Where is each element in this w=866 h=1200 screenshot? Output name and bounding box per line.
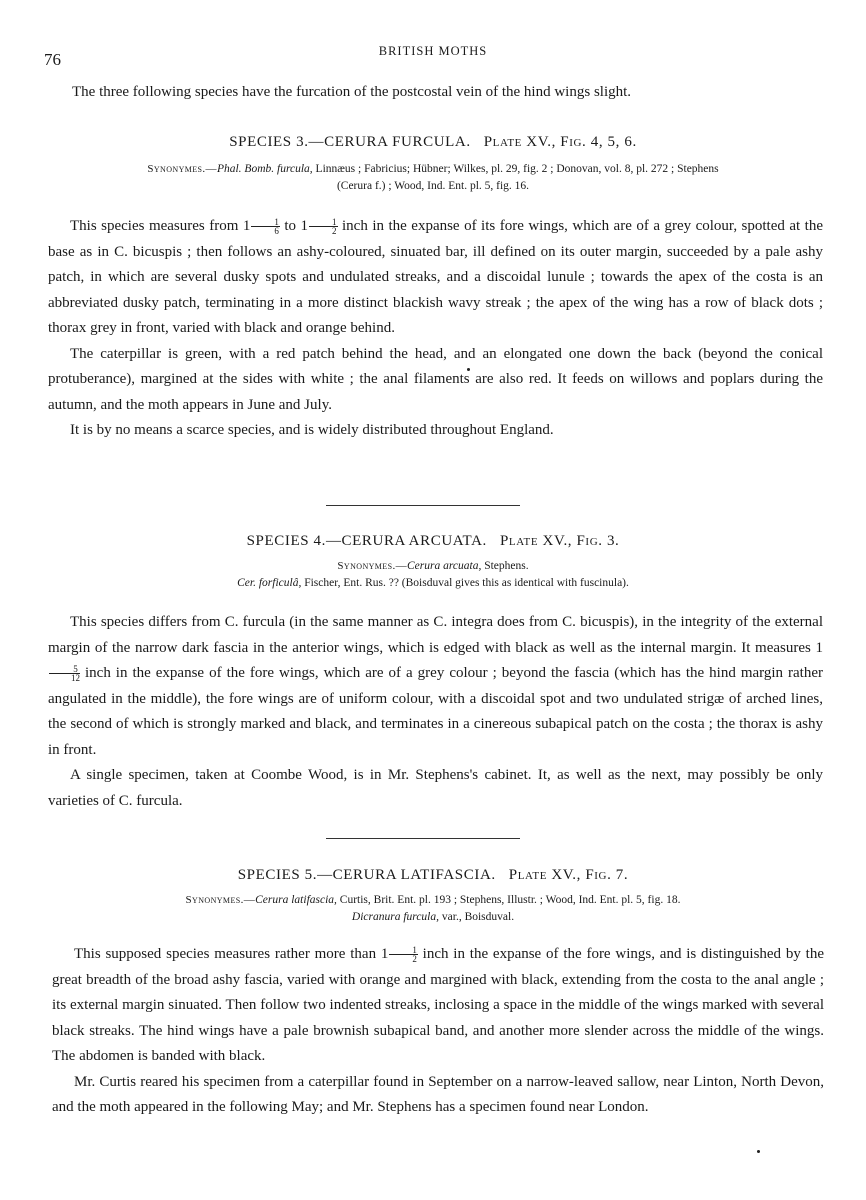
species-4-plate: Plate XV., Fig. 3. — [499, 533, 620, 549]
section-divider — [326, 505, 520, 506]
fraction-denominator: 2 — [412, 954, 417, 965]
species-5-heading — [0, 867, 866, 884]
text-run: inch in the expanse of the fore wings, and is distinguished by the great breadth of the broad ashy fascia, varied with orange and margined with black, extending from the costa to the anal angle ; its external margin sinuated. Then follow two indented streaks, inclosing a space in the middle of the wings marked with several black streaks. The hind wings have a pale brownish subapical band, and another more slender across the middle of the wings. The abdomen is banded with black. — [52, 946, 824, 1064]
species-3-plate: Plate XV., Fig. 4, 5, 6. — [483, 134, 637, 150]
fraction-denominator: 6 — [274, 226, 279, 237]
synonym-text: Stephens. — [484, 560, 529, 572]
synonyms-label: Synonymes.— — [147, 163, 217, 175]
synonyms-label: Synonymes.— — [185, 894, 256, 906]
synonym-text-2: var., Boisduval. — [441, 911, 515, 923]
fraction — [309, 218, 338, 235]
species-3-body — [48, 214, 823, 444]
synonym-text-2: Fischer, Ent. Rus. ?? (Boisduval gives this as identical with fuscinula). — [304, 577, 629, 589]
species-5-section — [0, 867, 866, 1115]
species-3-title: SPECIES 3.—CERURA FURCULA. — [229, 134, 471, 150]
fraction — [49, 665, 80, 682]
fraction-numerator: 1 — [251, 218, 280, 227]
running-head: BRITISH MOTHS — [378, 44, 488, 58]
species-4-heading — [0, 533, 866, 550]
fraction-numerator: 1 — [309, 218, 338, 227]
intro-line: The three following species have the furcation of the postcostal vein of the hind wings slight. — [72, 84, 632, 100]
synonym-italic: Phal. Bomb. furcula, — [216, 163, 313, 175]
text-run: This species measures from 1 — [70, 218, 251, 234]
species-5-title: SPECIES 5.—CERURA LATIFASCIA. — [237, 867, 496, 883]
fraction-numerator: 1 — [389, 946, 418, 955]
synonym-text: Curtis, Brit. Ent. pl. 193 ; Stephens, Illustr. ; Wood, Ind. Ent. pl. 5, fig. 18. — [339, 894, 681, 906]
text-run: inch in the expanse of its fore wings, which are of a grey colour, spotted at the base as in C. bicuspis ; then follows an ashy-coloured, sinuated bar, ill defined on its outer margin, succeeded by a pale ashy patch, in which are several dusky spots and undulated streaks, and a discoidal lunule ; towards the apex of the costa is an abbreviated dusky patch, terminating in a more distinct blackish wavy streak ; the apex of the wing has a row of black dots ; thorax grey in front, varied with black and orange behind. — [48, 218, 823, 336]
synonym-text: Linnæus ; Fabricius; Hübner; Wilkes, pl. 29, fig. 2 ; Donovan, vol. 8, pl. 272 ; Stephens — [315, 163, 719, 175]
fraction-numerator: 5 — [49, 665, 80, 674]
synonym-italic: Cerura arcuata, — [407, 560, 482, 572]
species-5-body — [52, 942, 824, 1121]
synonym-italic: Cerura latifascia, — [255, 894, 337, 906]
section-divider — [326, 838, 520, 839]
synonym-italic-2: Dicranura furcula, — [351, 911, 440, 923]
synonym-text-2: (Cerura f.) ; Wood, Ind. Ent. pl. 5, fig. 16. — [336, 180, 530, 192]
species-4-paragraph-1 — [48, 610, 823, 763]
species-3-paragraph-3: It is by no means a scarce species, and is widely distributed throughout England. — [70, 422, 554, 438]
species-3-synonyms — [73, 161, 793, 195]
fraction-denominator: 2 — [332, 226, 337, 237]
species-5-paragraph-1 — [52, 942, 824, 1070]
species-3-paragraph-2: The caterpillar is green, with a red patch behind the head, and an elongated one down the back (beyond the conical protuberance), margined at the sides with white ; the anal filaments are also red. It feeds on willows and poplars during the autumn, and the moth appears in June and July. — [48, 345, 823, 413]
species-4-section — [0, 533, 866, 809]
synonyms-label: Synonymes.— — [337, 560, 407, 572]
species-4-paragraph-2: A single specimen, taken at Coombe Wood, is in Mr. Stephens's cabinet. It, as well as the next, may possibly be only varieties of C. furcula. — [48, 767, 823, 809]
species-4-synonyms — [73, 558, 793, 592]
print-speck — [757, 1150, 760, 1153]
fraction-denominator: 12 — [71, 673, 80, 684]
synonym-italic-2: Cer. forficulâ, — [237, 577, 302, 589]
fraction — [251, 218, 280, 235]
text-run: This supposed species measures rather more than 1 — [74, 946, 389, 962]
text-run: to 1 — [279, 218, 309, 234]
species-5-paragraph-2: Mr. Curtis reared his specimen from a caterpillar found in September on a narrow-leaved sallow, near Linton, North Devon, and the moth appeared in the following May; and Mr. Stephens has a specimen found near London. — [52, 1073, 824, 1115]
species-4-title: SPECIES 4.—CERURA ARCUATA. — [246, 533, 487, 549]
text-run: This species differs from C. furcula (in the same manner as C. integra does from C. bicuspis), in the integrity of the external margin of the narrow dark fascia in the anterior wings, which is edged with black as well as the internal margin. It measures 1 — [48, 614, 823, 656]
species-5-synonyms — [73, 892, 793, 926]
species-3-section — [0, 134, 866, 438]
page-number: 76 — [44, 50, 61, 69]
print-speck — [467, 368, 470, 371]
text-run: inch in the expanse of the fore wings, which are of a grey colour ; beyond the fascia (which has the hind margin rather angulated in the middle), the fore wings are of uniform colour, with a discoidal spot and two undulated strigæ of arched lines, the second of which is strongly marked and black, and terminates in a cinereous subapical patch on the costa ; the thorax is ashy in front. — [48, 665, 823, 758]
species-5-plate: Plate XV., Fig. 7. — [508, 867, 629, 883]
species-3-heading — [0, 134, 866, 151]
species-4-body — [48, 610, 823, 814]
species-3-paragraph-1 — [48, 214, 823, 342]
fraction — [389, 946, 418, 963]
